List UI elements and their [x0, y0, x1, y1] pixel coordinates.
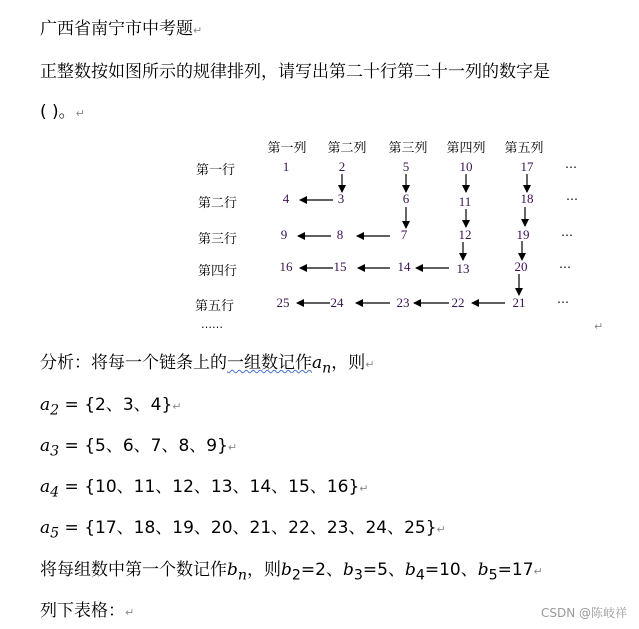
table-line: [40, 596, 134, 621]
column-header: 第三列: [388, 141, 428, 156]
column-header: 第四列: [446, 141, 486, 156]
paragraph-mark: ↵: [125, 606, 135, 619]
set-line: [40, 513, 446, 541]
title: 广西省南宁市中考题: [40, 19, 193, 39]
grid-number: 22: [451, 295, 465, 310]
grid-number: 13: [456, 261, 470, 276]
b5-value: =17: [497, 560, 534, 580]
set-line: [40, 472, 368, 500]
row-label: 第五行: [195, 299, 235, 314]
row-label: 第二行: [198, 196, 238, 211]
b4-value: =10、: [424, 560, 478, 580]
grid-number: 19: [516, 227, 530, 242]
row-more: …: [557, 292, 569, 306]
math-var: a: [40, 436, 51, 456]
set-value: = {5、6、7、8、9}: [59, 436, 228, 456]
math-sub: n: [237, 567, 248, 584]
question-line: 正整数按如图所示的规律排列，请写出第二十行第二十一列的数字是: [40, 62, 550, 82]
grid-number: 2: [338, 159, 346, 174]
grid-number: 18: [520, 191, 534, 206]
row-more: …: [561, 225, 573, 239]
analysis-suffix: ，则: [331, 353, 366, 373]
analysis-line: [40, 348, 374, 376]
grid-number: 11: [458, 194, 472, 209]
grid-number: 6: [402, 191, 410, 206]
analysis-underlined: 一组数记作: [227, 353, 312, 373]
paragraph-mark: ↵: [193, 24, 203, 37]
math-sub: n: [322, 360, 332, 377]
table-line-text: 列下表格：: [40, 601, 125, 621]
row-more: …: [565, 157, 577, 171]
grid-number: 14: [397, 259, 411, 274]
grid-number: 12: [458, 227, 472, 242]
set-line: [40, 431, 237, 459]
row-more: …: [566, 189, 578, 203]
set-line: [40, 390, 182, 418]
grid-number: 3: [337, 191, 345, 206]
paragraph-mark: ↵: [227, 441, 238, 454]
set-value: = {10、11、12、13、14、15、16}: [59, 477, 360, 497]
grid-number: 8: [336, 227, 344, 242]
grid-number: 21: [512, 295, 526, 310]
paragraph-mark: ↵: [594, 320, 604, 333]
b-line: 将每组数中第一个数记作$b_n$，则$b_2=2$、$b_3=5$、$b_4=10$、$b_5=17↵$: [40, 560, 543, 584]
set-value: = {17、18、19、20、21、22、23、24、25}: [59, 518, 437, 538]
watermark: CSDN @陈岐祥: [540, 606, 627, 620]
paragraph-mark: ↵: [172, 400, 182, 413]
more-rows: ……: [201, 318, 223, 331]
b2-value: =2、: [300, 560, 343, 580]
column-header: 第五列: [504, 141, 544, 156]
b-text: ，则: [247, 560, 282, 580]
paragraph-mark: ↵: [359, 482, 369, 495]
paragraph-mark: ↵: [436, 523, 446, 536]
grid-number: 15: [333, 259, 347, 274]
analysis-text: 分析：将每一个链条上的: [40, 353, 227, 373]
set-value: = {2、3、4}: [59, 395, 173, 415]
grid-number: 25: [276, 295, 290, 310]
grid-number: 16: [279, 259, 293, 274]
grid-number: 10: [459, 159, 473, 174]
grid-number: 7: [400, 227, 408, 242]
column-header: 第一列: [267, 141, 307, 156]
grid-number: 23: [396, 295, 410, 310]
math-var: a: [40, 395, 51, 415]
answer-blank: ( )。: [40, 102, 76, 122]
paragraph-mark: ↵: [365, 358, 375, 371]
grid-number: 17: [520, 159, 534, 174]
column-header: 第二列: [327, 141, 367, 156]
row-label: 第三行: [198, 232, 238, 247]
paragraph-mark: ↵: [75, 107, 85, 120]
grid-number: 1: [282, 159, 290, 174]
grid-number: 5: [402, 159, 410, 174]
b3-value: =5、: [362, 560, 405, 580]
math-sub: 4: [50, 484, 60, 501]
grid-number: 24: [330, 295, 344, 310]
grid-number: 20: [514, 259, 528, 274]
math-var: a: [40, 518, 51, 538]
row-more: …: [559, 257, 571, 271]
paragraph-mark: ↵: [533, 565, 543, 578]
grid-number: 9: [280, 227, 288, 242]
math-sub: 2: [50, 402, 60, 419]
math-sub: 5: [50, 525, 60, 542]
grid-number: 4: [282, 191, 290, 206]
row-label: 第四行: [198, 264, 238, 279]
math-sub: 3: [50, 443, 60, 460]
b-text: 将每组数中第一个数记作: [40, 560, 227, 580]
math-var: b: [227, 560, 238, 580]
math-var: a: [40, 477, 51, 497]
math-var: a: [312, 353, 323, 373]
row-label: 第一行: [196, 163, 236, 178]
